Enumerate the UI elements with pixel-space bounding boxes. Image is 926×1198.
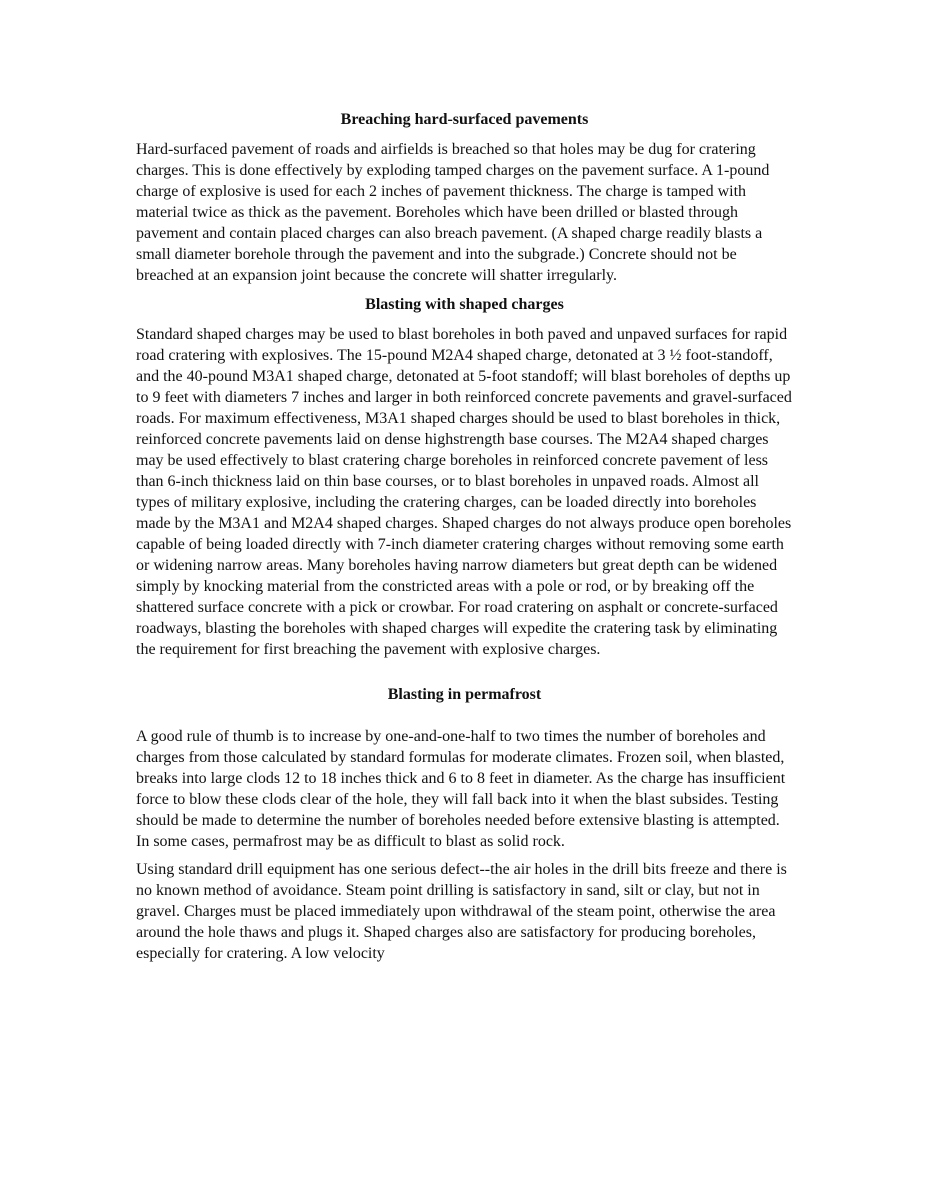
paragraph-shaped-charges: Standard shaped charges may be used to blast boreholes in both paved and unpaved surfaces for rapid road cratering with explosives. The 15-pound M2A4 shaped charge, detonated at 3 ½ foot-standoff, and the 40-pound M3A1 shaped charge, detonated at 5-foot standoff; will blast boreholes of depths up to 9 feet with diameters 7 inches and larger in both reinforced concrete pavements and gravel-surfaced roads. For maximum effectiveness, M3A1 shaped charges should be used to blast boreholes in thick, reinforced concrete pavements laid on dense highstrength base courses. The M2A4 shaped charges may be used effectively to blast cratering charge boreholes in reinforced concrete pavement of less than 6-inch thickness laid on thin base courses, or to blast boreholes in unpaved roads. Almost all types of military explosive, including the cratering charges, can be loaded directly into boreholes made by the M3A1 and M2A4 shaped charges. Shaped charges do not always produce open boreholes capable of being loaded directly with 7-inch diameter cratering charges without removing some earth or widening narrow areas. Many boreholes having narrow diameters but great depth can be widened simply by knocking material from the constricted areas with a pole or rod, or by breaking off the shattered surface concrete with a pick or crowbar. For road cratering on asphalt or concrete-surfaced roadways, blasting the boreholes with shaped charges will expedite the cratering task by eliminating the requirement for first breaching the pavement with explosive charges. bbox=[136, 326, 792, 658]
section-heading-permafrost: Blasting in permafrost bbox=[387, 686, 542, 703]
paragraph-permafrost-2: Using standard drill equipment has one serious defect--the air holes in the drill bits freeze and there is no known method of avoidance. Steam point drilling is satisfactory in sand, silt or clay, but not in gravel. Charges must be placed immediately upon withdrawal of the steam point, otherwise the area around the hole thaws and plugs it. Shaped charges also are satisfactory for producing boreholes, especially for cratering. A low velocity bbox=[136, 861, 787, 962]
paragraph-permafrost-1: A good rule of thumb is to increase by one-and-one-half to two times the number of boreholes and charges from those calculated by standard formulas for moderate climates. Frozen soil, when blasted, breaks into large clods 12 to 18 inches thick and 6 to 8 feet in diameter. As the charge has insufficient force to blow these clods clear of the hole, they will fall back into it when the blast subsides. Testing should be made to determine the number of boreholes needed before extensive blasting is attempted. In some cases, permafrost may be as difficult to blast as solid rock. bbox=[136, 728, 786, 850]
section-heading-breaching: Breaching hard-surfaced pavements bbox=[340, 111, 589, 128]
section-heading-shaped-charges: Blasting with shaped charges bbox=[365, 296, 564, 313]
paragraph-breaching: Hard-surfaced pavement of roads and airfields is breached so that holes may be dug for cratering charges. This is done effectively by exploding tamped charges on the pavement surface. A 1-pound charge of explosive is used for each 2 inches of pavement thickness. The charge is tamped with material twice as thick as the pavement. Boreholes which have been drilled or blasted through pavement and contain placed charges can also breach pavement. (A shaped charge readily blasts a small diameter borehole through the pavement and into the subgrade.) Concrete should not be breached at an expansion joint because the concrete will shatter irregularly. bbox=[136, 141, 770, 284]
page-content bbox=[136, 107, 793, 964]
